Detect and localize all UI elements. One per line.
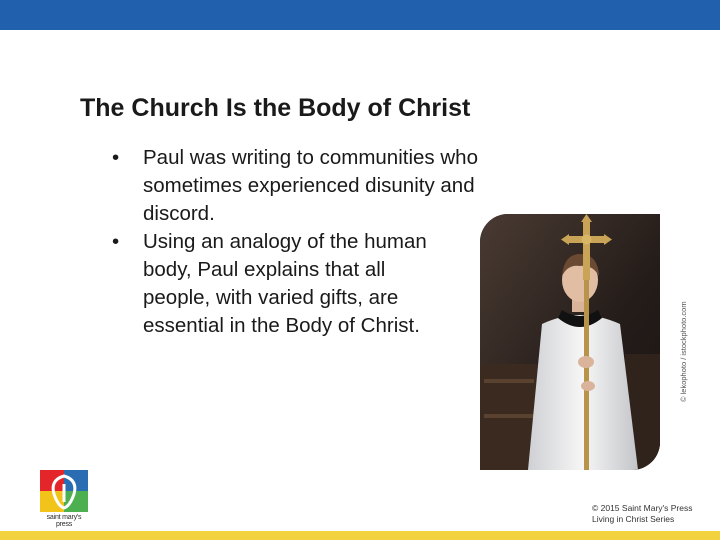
photo-credit: © lekophoto / istockphoto.com	[679, 301, 688, 402]
footer	[592, 503, 692, 525]
bullet-text: Using an analogy of the human body, Paul explains that all people, with varied gifts, are essential in the Body of Christ.	[143, 230, 427, 337]
bullet-marker: •	[112, 146, 120, 169]
slide-title: The Church Is the Body of Christ	[80, 94, 471, 122]
copyright-text: © 2015 Saint Mary's Press	[592, 503, 693, 513]
bullet-marker: •	[112, 230, 120, 253]
bullet-text: Paul was writing to communities who sometimes experienced disunity and discord.	[143, 146, 478, 225]
logo-wordmark: saint mary's press	[46, 514, 82, 528]
bullet-item	[112, 228, 443, 340]
altar-server-photo	[480, 214, 660, 470]
bottom-accent-bar	[0, 531, 720, 540]
bullet-item	[112, 144, 543, 228]
top-accent-bar	[0, 0, 720, 30]
series-text: Living in Christ Series	[592, 514, 675, 524]
